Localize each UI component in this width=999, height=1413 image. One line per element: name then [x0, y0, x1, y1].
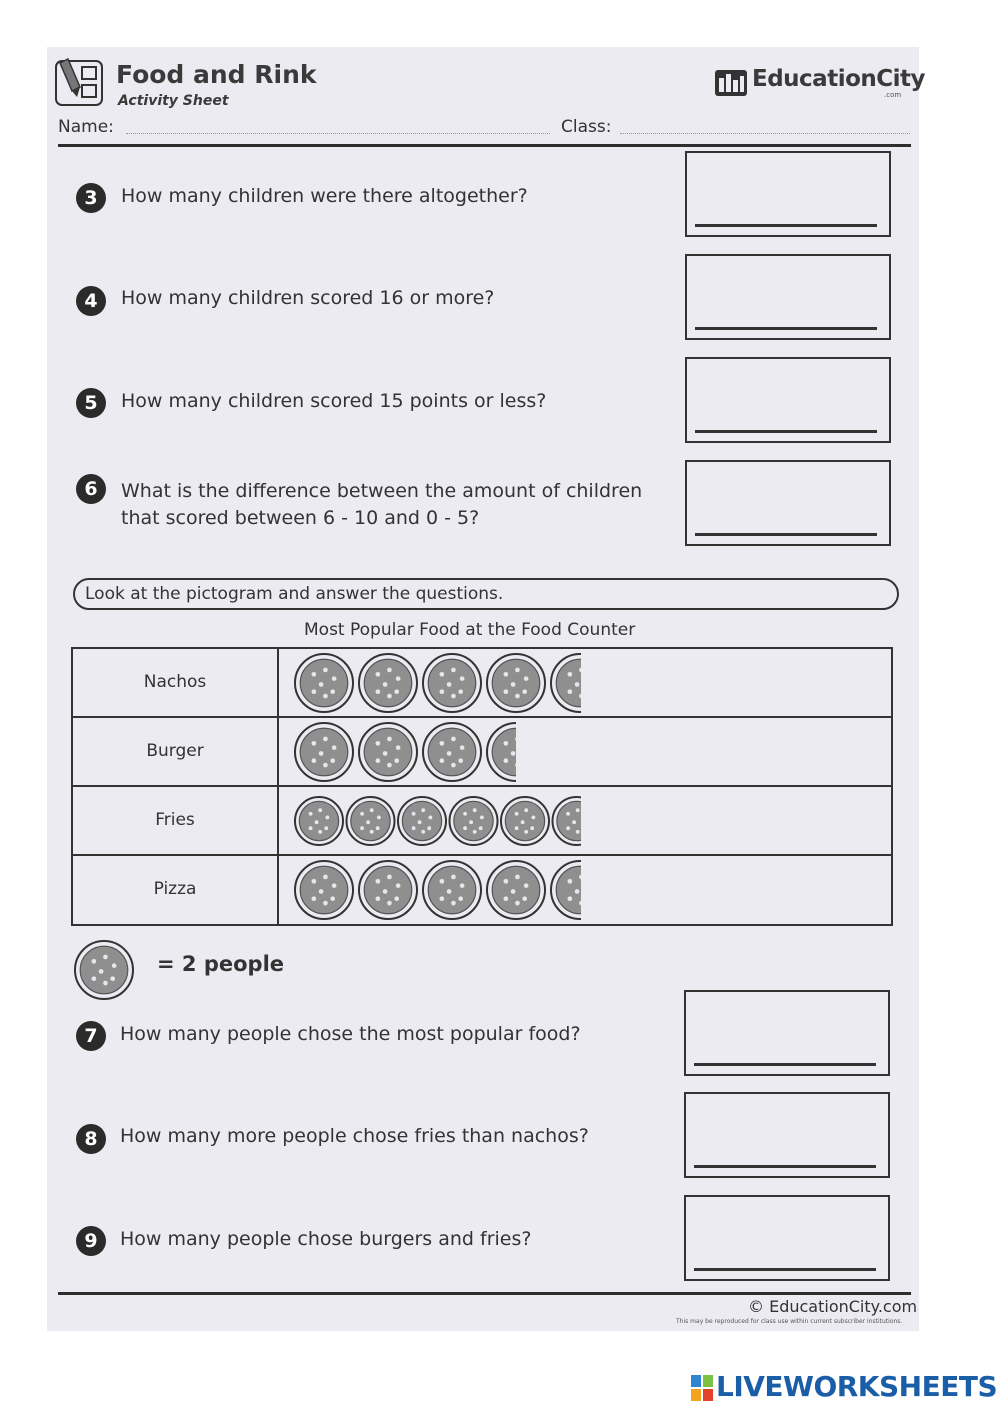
page-title: Food and Rink — [116, 60, 317, 89]
question-text: How many people chose the most popular food? — [120, 1023, 581, 1045]
question-number: 4 — [76, 286, 106, 316]
answer-box[interactable] — [685, 151, 891, 237]
answer-box[interactable] — [684, 1195, 890, 1281]
category-label: Nachos — [73, 649, 279, 716]
question-number: 8 — [76, 1124, 106, 1154]
pizza-symbol — [295, 654, 353, 712]
pizza-symbol — [359, 654, 417, 712]
pictogram-row — [73, 787, 891, 856]
pizza-symbol — [551, 654, 581, 712]
answer-box[interactable] — [685, 460, 891, 546]
header-divider — [58, 144, 911, 147]
pizza-symbol — [553, 797, 582, 845]
pictogram-table — [71, 647, 893, 926]
name-field[interactable] — [126, 133, 550, 134]
pizza-symbol — [487, 861, 545, 919]
question-text: How many children were there altogether? — [121, 185, 528, 207]
instruction-banner: Look at the pictogram and answer the questions. — [73, 578, 899, 610]
pizza-symbol — [450, 797, 498, 845]
answer-box[interactable] — [685, 254, 891, 340]
brand-suffix: .com — [884, 91, 902, 99]
footer-small-print: This may be reproduced for class use within current subscriber institutions. — [676, 1318, 903, 1325]
pizza-symbol — [501, 797, 549, 845]
question-number: 6 — [76, 474, 106, 504]
symbol-track — [281, 718, 581, 785]
category-label: Fries — [73, 787, 279, 854]
name-label: Name: — [58, 117, 114, 137]
pictogram-row — [73, 649, 891, 718]
footer-divider — [58, 1292, 911, 1295]
category-label: Pizza — [73, 856, 279, 924]
class-label: Class: — [561, 117, 612, 137]
pizza-symbol — [295, 723, 353, 781]
answer-box[interactable] — [684, 990, 890, 1076]
pictogram-row — [73, 856, 891, 924]
question-number: 3 — [76, 183, 106, 213]
pencil-logo-icon — [54, 57, 106, 109]
question-text-line-1: What is the difference between the amount of children — [121, 480, 643, 502]
question-text: How many children scored 15 points or less? — [121, 390, 547, 412]
page-subtitle: Activity Sheet — [118, 93, 229, 109]
category-label: Burger — [73, 718, 279, 785]
pizza-symbol — [359, 861, 417, 919]
symbol-track — [281, 649, 581, 716]
pizza-symbol — [551, 861, 581, 919]
pizza-symbol — [398, 797, 446, 845]
question-text-line-2: that scored between 6 - 10 and 0 - 5? — [121, 507, 480, 529]
half-pizza-symbol — [487, 723, 545, 781]
question-text: How many more people chose fries than nachos? — [120, 1125, 589, 1147]
liveworksheets-watermark: LIVEWORKSHEETS — [716, 1370, 998, 1403]
brand-name: EducationCity — [752, 66, 926, 92]
pizza-symbol — [359, 723, 417, 781]
question-number: 9 — [76, 1226, 106, 1256]
pizza-symbol — [295, 861, 353, 919]
key-label: = 2 people — [157, 952, 285, 976]
question-number: 5 — [76, 388, 106, 418]
footer-copyright: © EducationCity.com — [748, 1297, 918, 1316]
question-text: How many children scored 16 or more? — [121, 287, 495, 309]
symbol-track — [281, 787, 581, 854]
question-text: How many people chose burgers and fries? — [120, 1228, 532, 1250]
pizza-symbol — [295, 797, 343, 845]
pizza-symbol — [423, 654, 481, 712]
answer-box[interactable] — [684, 1092, 890, 1178]
answer-box[interactable] — [685, 357, 891, 443]
key-pizza-symbol — [75, 941, 133, 999]
pizza-symbol — [423, 723, 481, 781]
question-number: 7 — [76, 1021, 106, 1051]
symbol-track — [281, 856, 581, 924]
pizza-symbol — [347, 797, 395, 845]
pizza-symbol — [423, 861, 481, 919]
pizza-key-icon — [73, 939, 135, 1001]
pictogram-title: Most Popular Food at the Food Counter — [304, 620, 636, 640]
liveworksheets-logo-icon — [691, 1373, 715, 1405]
class-field[interactable] — [620, 133, 910, 134]
pictogram-row — [73, 718, 891, 787]
pizza-symbol — [487, 654, 545, 712]
